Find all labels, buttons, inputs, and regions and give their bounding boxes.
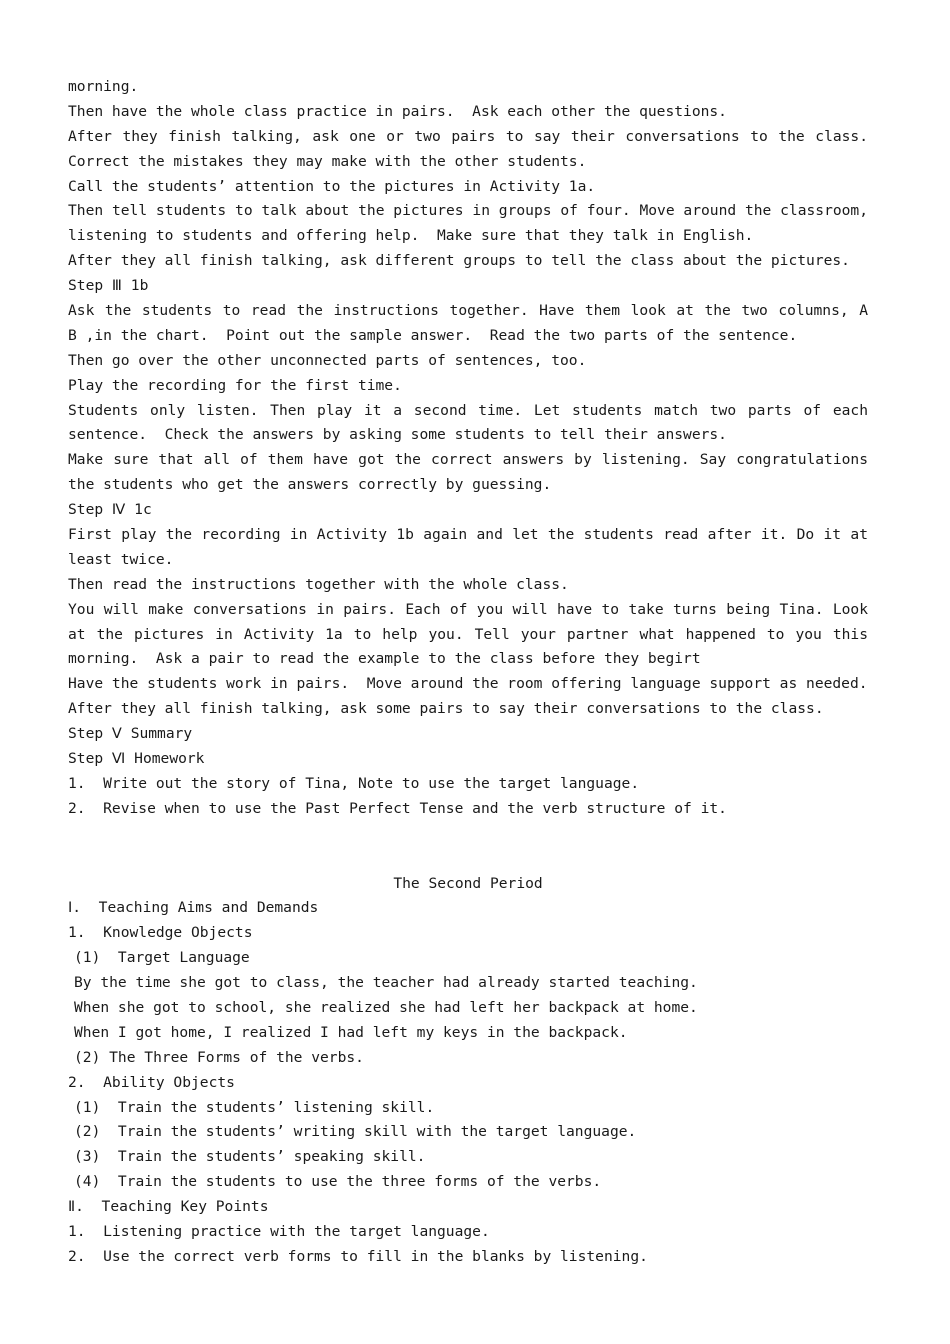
text-line: listening to students and offering help. Make sure that they talk in English. [68,227,754,245]
text-line: When I got home, I realized I had left my keys in the backpack. [74,1023,628,1041]
text-line: (1) Train the students’ listening skill. [74,1098,435,1116]
document-page [68,75,868,1270]
section-gap [68,822,868,872]
text-line: Step Ⅴ Summary [68,725,193,743]
text-line: Ask the students to read the instructions together. Have them look at the two columns, A [68,302,868,320]
text-line: sentence. Check the answers by asking some students to tell their answers. [68,426,727,444]
text-line: After they finish talking, ask one or two pairs to say their conversations to the class. [68,127,868,145]
text-line: 2. Revise when to use the Past Perfect Tense and the verb structure of it. [68,799,727,817]
text-line: First play the recording in Activity 1b again and let the students read after it. Do it at [68,526,868,544]
text-line: Correct the mistakes they may make with the other students. [68,152,587,170]
text-line: 2. Use the correct verb forms to fill in the blanks by listening. [68,1247,648,1265]
text-line: (1) Target Language [74,949,250,967]
text-line: Then have the whole class practice in pairs. Ask each other the questions. [68,102,727,120]
text-line: (3) Train the students’ speaking skill. [74,1148,426,1166]
text-line: at the pictures in Activity 1a to help you. Tell your partner what happened to you this [68,625,868,643]
text-line: morning. Ask a pair to read the example to the class before they begirt [68,650,701,668]
teaching-aims-section [68,896,868,1269]
text-line: B ,in the chart. Point out the sample answer. Read the two parts of the sentence. [68,326,798,344]
text-line: Ⅱ. Teaching Key Points [68,1198,269,1216]
text-line: (4) Train the students to use the three forms of the verbs. [74,1173,602,1191]
period-title: The Second Period [393,874,543,892]
text-line: (2) Train the students’ writing skill with the target language. [74,1123,637,1141]
text-line: (2) The Three Forms of the verbs. [74,1048,364,1066]
text-line: After they all finish talking, ask different groups to tell the class about the pictures. [68,252,850,270]
text-line: After they all finish talking, ask some pairs to say their conversations to the class. [68,700,824,718]
text-line: 1. Write out the story of Tina, Note to use the target language. [68,774,640,792]
text-line: Call the students’ attention to the pictures in Activity 1a. [68,177,596,195]
text-line: 2. Ability Objects [68,1073,235,1091]
text-line: Ⅰ. Teaching Aims and Demands [68,899,319,917]
text-line: least twice. [68,550,174,568]
text-line: 1. Listening practice with the target language. [68,1222,490,1240]
text-line: morning. [68,78,139,95]
text-line: Students only listen. Then play it a second time. Let students match two parts of each [68,401,868,419]
text-line: Play the recording for the first time. [68,376,402,394]
text-line: Then tell students to talk about the pictures in groups of four. Move around the classroom, [68,202,868,220]
text-line: Then go over the other unconnected parts of sentences, too. [68,351,587,369]
text-line: 1. Knowledge Objects [68,924,253,942]
text-line: Have the students work in pairs. Move around the room offering language support as needed. [68,675,868,693]
text-line: Make sure that all of them have got the correct answers by listening. Say congratulations [68,451,868,469]
text-line: Step Ⅲ 1b [68,277,149,295]
text-line: When she got to school, she realized she had left her backpack at home. [74,998,698,1016]
text-line: You will make conversations in pairs. Each of you will have to take turns being Tina. Look [68,600,868,618]
text-line: Step Ⅳ 1c [68,501,152,519]
text-line: Then read the instructions together with the whole class. [68,575,569,593]
text-line: By the time she got to class, the teacher had already started teaching. [74,974,698,992]
lesson-steps-section [68,75,868,822]
text-line: the students who get the answers correctly by guessing. [68,476,552,494]
text-line: Step Ⅵ Homework [68,750,205,768]
